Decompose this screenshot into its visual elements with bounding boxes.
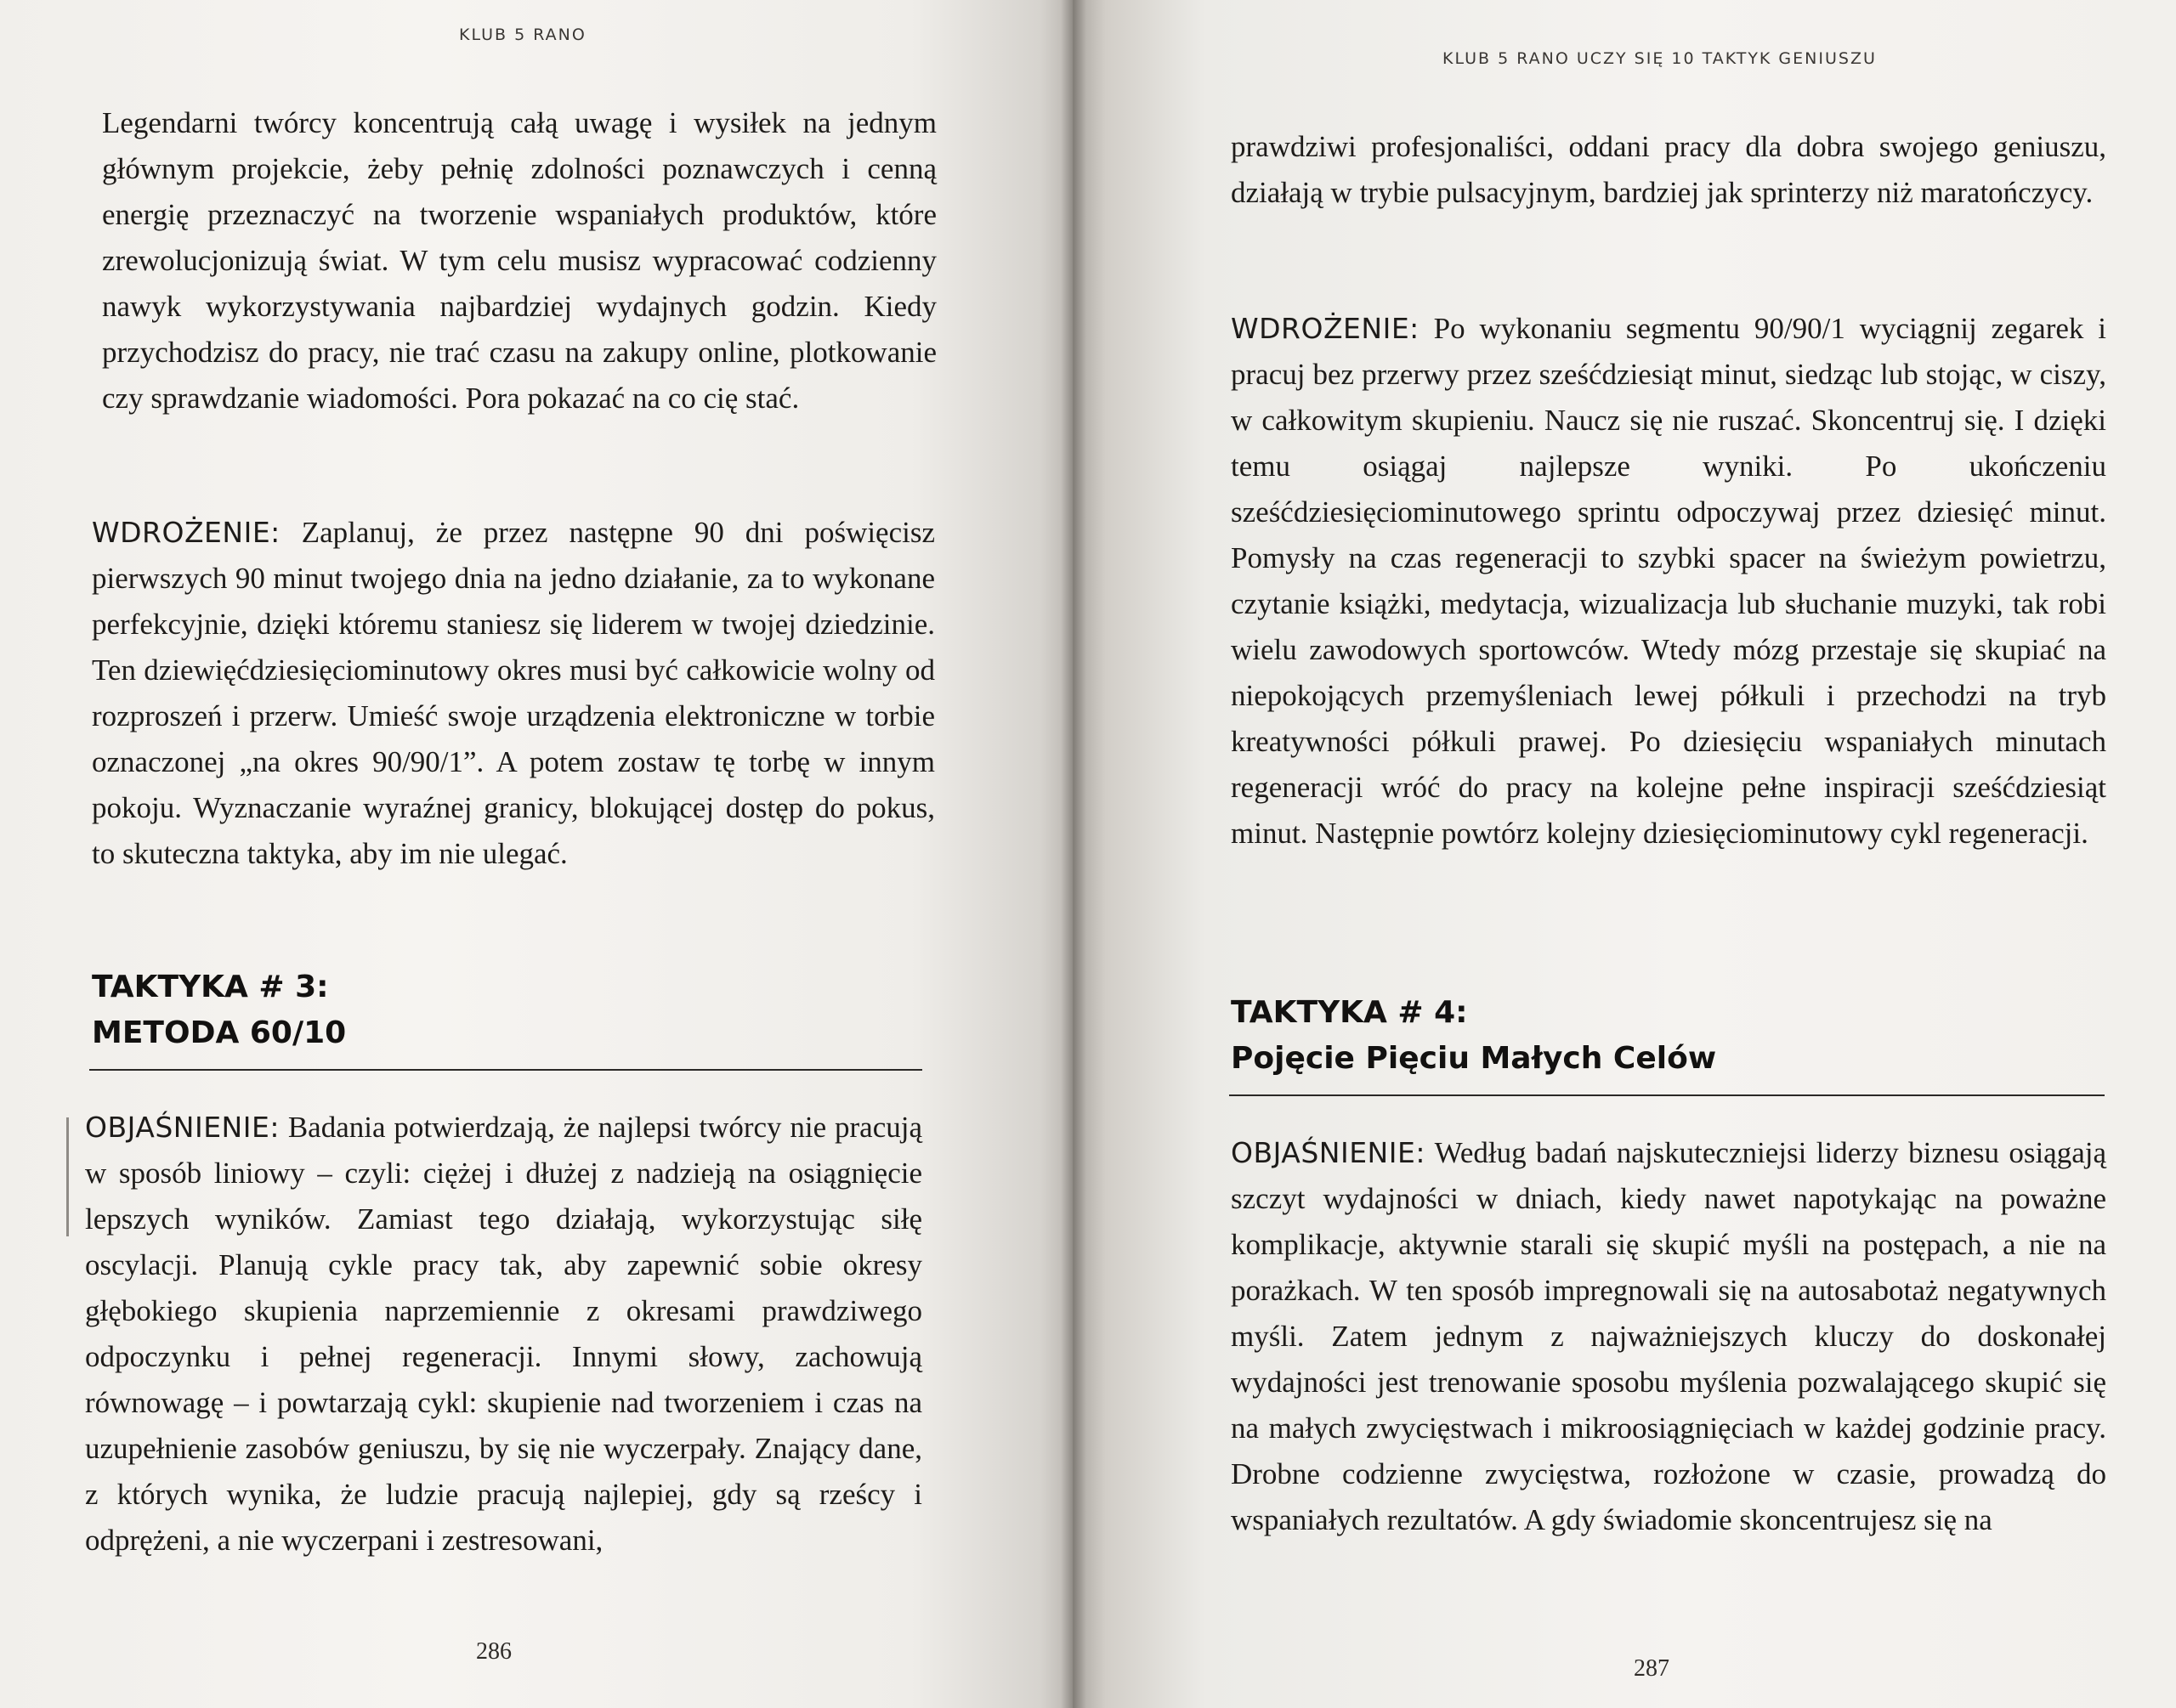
tactic-3-heading bbox=[92, 964, 346, 1056]
section-divider bbox=[1229, 1094, 2105, 1096]
left-page bbox=[0, 0, 1073, 1708]
tactic-3-number: TAKTYKA # 3: bbox=[92, 970, 329, 1004]
margin-mark bbox=[66, 1117, 69, 1236]
continuation-text: prawdziwi profesjonaliści, oddani pracy dla dobra swojego geniuszu, działają w trybie pulsacyjnym, bardziej jak sprinterzy niż maratończycy. bbox=[1231, 130, 2106, 209]
running-head: KLUB 5 RANO bbox=[459, 25, 586, 44]
explanation-text: Według badań najskuteczniejsi liderzy biznesu osiągają szczyt wydajności w dniach, kiedy nawet napotykając na poważne komplikacje, aktywnie starali się skupić myśli na postępach, a nie na porażkach. W ten sposób impregnowali się na autosabotaż negatywnych myśli. Zatem jednym z najważniejszych kluczy do doskonałej wydajności jest trenowanie sposobu myślenia pozwalającego skupić się na małych zwycięstwach i mikroosiągnięciach w każdej godzinie pracy. Drobne codzienne zwycięstwa, rozłożone w czasie, prowadzą do wspaniałych rezultatów. A gdy świadomie skoncentrujesz się na bbox=[1231, 1136, 2106, 1536]
continuation-paragraph bbox=[1231, 124, 2106, 216]
explanation-label: OBJAŚNIENIE: bbox=[85, 1111, 280, 1144]
explanation-label: OBJAŚNIENIE: bbox=[1231, 1136, 1425, 1169]
right-page bbox=[1073, 0, 2176, 1708]
implementation-text: Zaplanuj, że przez następne 90 dni poświęcisz pierwszych 90 minut twojego dnia na jedno działanie, za to wykonane perfekcyjnie, dzięki któremu staniesz się liderem w twojej dziedzinie. Ten dziewięćdziesięciominutowy okres musi być całkowicie wolny od rozproszeń i przerw. Umieść swoje urządzenia elektroniczne w torbie oznaczonej „na okres 90/90/1”. A potem zostaw tę torbę w innym pokoju. Wyznaczanie wyraźnej granicy, blokującej dostęp do pokus, to skuteczna taktyka, aby im nie ulegać. bbox=[92, 516, 936, 870]
page-number: 287 bbox=[1634, 1655, 1669, 1682]
implementation-text: Po wykonaniu segmentu 90/90/1 wyciągnij zegarek i pracuj bez przerwy przez sześćdziesiąt minut, siedząc lub stojąc, w ciszy, w całkowitym skupieniu. Naucz się nie ruszać. Skoncentruj się. I dzięki temu osiągaj najlepsze wyniki. Po ukończeniu sześćdziesięciominutowego sprintu odpoczywaj przez dziesięć minut. Pomysły na czas regeneracji to szybki spacer na świeżym powietrzu, czytanie książki, medytacja, wizualizacja lub słuchanie muzyki, tak robi wielu zawodowych sportowców. Wtedy mózg przestaje się skupiać na niepokojących przemyśleniach lewej półkuli i przechodzi na tryb kreatywności półkuli prawej. Po dziesięciu wspaniałych minutach regeneracji wróć do pracy na kolejne pełne inspiracji sześćdziesiąt minut. Następnie powtórz kolejny dziesięciominutowy cykl regeneracji. bbox=[1231, 312, 2107, 850]
implementation-label: WDROŻENIE: bbox=[92, 516, 280, 549]
book-gutter bbox=[1061, 0, 1086, 1708]
tactic-4-number: TAKTYKA # 4: bbox=[1231, 995, 1468, 1030]
running-head: KLUB 5 RANO UCZY SIĘ 10 TAKTYK GENIUSZU bbox=[1442, 49, 1877, 68]
tactic-4-title: Pojęcie Pięciu Małych Celów bbox=[1231, 1041, 1717, 1076]
implementation-paragraph bbox=[92, 510, 935, 877]
tactic-4-heading bbox=[1231, 990, 1716, 1082]
section-divider bbox=[89, 1069, 922, 1071]
implementation-label: WDROŻENIE: bbox=[1231, 312, 1420, 345]
explanation-paragraph bbox=[85, 1105, 922, 1564]
page-number: 286 bbox=[476, 1638, 512, 1665]
tactic-3-title: METODA 60/10 bbox=[92, 1015, 347, 1050]
implementation-paragraph bbox=[1231, 306, 2106, 857]
intro-paragraph-text: Legendarni twórcy koncentrują całą uwagę i wysiłek na jednym głównym projekcie, żeby pełnię zdolności poznawczych i cenną energię przeznaczyć na tworzenie wspaniałych produktów, które zrewolucjonizują świat. W tym celu musisz wypracować codzienny nawyk wykorzystywania najbardziej wydajnych godzin. Kiedy przychodzisz do pracy, nie trać czasu na zakupy online, plotkowanie czy sprawdzanie wiadomości. Pora pokazać na co cię stać. bbox=[102, 106, 937, 415]
intro-paragraph bbox=[102, 100, 937, 421]
explanation-paragraph bbox=[1231, 1130, 2106, 1543]
explanation-text: Badania potwierdzają, że najlepsi twórcy nie pracują w sposób liniowy – czyli: ciężej i dłużej z nadzieją na osiągnięcie lepszych wyników. Zamiast tego działają, wykorzystując siłę oscylacji. Planują cykle pracy tak, aby zapewnić sobie okresy głębokiego skupienia naprzemiennie z okresami prawdziwego odpoczynku i pełnej regeneracji. Innymi słowy, zachowują równowagę – i powtarzają cykl: skupienie nad tworzeniem i czas na uzupełnienie zasobów geniuszu, by się nie wyczerpały. Znający dane, z których wynika, że ludzie pracują najlepiej, gdy są rześcy i odprężeni, a nie wyczerpani i zestresowani, bbox=[85, 1111, 922, 1557]
